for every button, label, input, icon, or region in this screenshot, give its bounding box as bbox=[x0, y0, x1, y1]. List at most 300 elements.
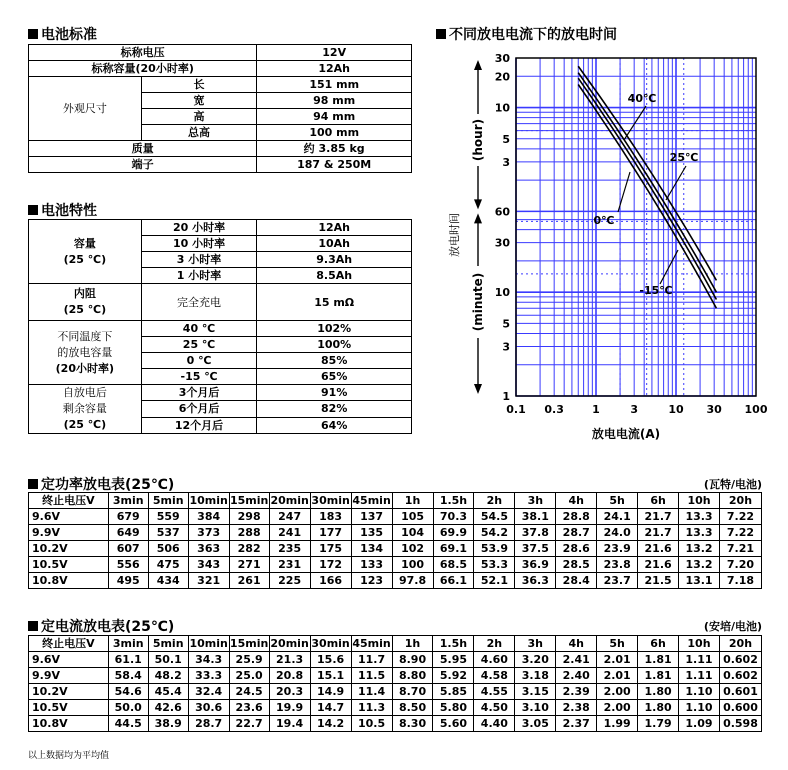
value-cell: 384 bbox=[188, 509, 229, 525]
x-tick-label: 10 bbox=[668, 403, 684, 416]
header-cell: 3h bbox=[515, 636, 556, 652]
y-tick-label: 5 bbox=[502, 317, 510, 331]
value-cell: 559 bbox=[148, 509, 188, 525]
battery-standard-table bbox=[28, 44, 412, 173]
self-discharge-period: 6个月后 bbox=[141, 401, 257, 417]
table-row bbox=[29, 509, 762, 525]
y-tick-label: 20 bbox=[494, 70, 510, 84]
value-cell: 37.5 bbox=[515, 541, 556, 557]
height-label: 高 bbox=[141, 109, 257, 125]
value-cell: 177 bbox=[310, 525, 351, 541]
self-discharge-period: 12个月后 bbox=[141, 417, 257, 433]
value-cell: 183 bbox=[310, 509, 351, 525]
battery-characteristics-title bbox=[28, 200, 97, 220]
value-cell: 175 bbox=[310, 541, 351, 557]
value-cell: 2.41 bbox=[556, 652, 597, 668]
value-cell: 23.8 bbox=[597, 557, 638, 573]
table-row bbox=[29, 668, 762, 684]
value-cell: 13.1 bbox=[679, 573, 720, 589]
table-row bbox=[29, 700, 762, 716]
header-cell: 20min bbox=[270, 494, 309, 507]
current-discharge-table bbox=[28, 635, 762, 732]
current-table-title-text: 定电流放电表(25℃) bbox=[41, 619, 175, 635]
capacity-rate-value: 8.5Ah bbox=[257, 268, 412, 284]
value-cell: 38.9 bbox=[148, 716, 188, 732]
value-cell: 24.1 bbox=[597, 509, 638, 525]
self-discharge-label-1: 自放电后 bbox=[62, 386, 107, 399]
header-cell: 1.5h bbox=[433, 636, 474, 652]
value-cell: 28.4 bbox=[556, 573, 597, 589]
value-cell: 321 bbox=[188, 573, 229, 589]
header-cell: 30min bbox=[311, 637, 350, 650]
voltage-cell: 10.5V bbox=[29, 557, 109, 573]
value-cell: 2.01 bbox=[597, 668, 638, 684]
value-cell: 261 bbox=[229, 573, 269, 589]
value-cell: 8.70 bbox=[392, 684, 433, 700]
capacity-rate-value: 9.3Ah bbox=[257, 252, 412, 268]
value-cell: 19.9 bbox=[269, 700, 310, 716]
value-cell: 23.7 bbox=[597, 573, 638, 589]
value-cell: 28.7 bbox=[556, 525, 597, 541]
series-pointer-line bbox=[624, 106, 646, 140]
temp-capacity: 102% bbox=[257, 321, 412, 337]
resistance-label-2: (25 ℃) bbox=[63, 303, 107, 316]
value-cell: 105 bbox=[392, 509, 433, 525]
arrow-down-icon bbox=[474, 199, 482, 209]
y-tick-label: 3 bbox=[502, 340, 510, 354]
value-cell: 133 bbox=[351, 557, 392, 573]
value-cell: 13.3 bbox=[679, 509, 720, 525]
value-cell: 58.4 bbox=[108, 668, 148, 684]
value-cell: 11.3 bbox=[351, 700, 392, 716]
y-tick-label: 1 bbox=[502, 390, 510, 403]
value-cell: 231 bbox=[269, 557, 310, 573]
temp-value-label: -15 ℃ bbox=[141, 369, 257, 385]
value-cell: 271 bbox=[229, 557, 269, 573]
value-cell: 25.9 bbox=[229, 652, 269, 668]
value-cell: 21.6 bbox=[638, 557, 679, 573]
value-cell: 8.90 bbox=[392, 652, 433, 668]
chart-labels bbox=[447, 52, 768, 441]
value-cell: 3.05 bbox=[515, 716, 556, 732]
value-cell: 30.6 bbox=[188, 700, 229, 716]
value-cell: 3.18 bbox=[515, 668, 556, 684]
value-cell: 434 bbox=[148, 573, 188, 589]
header-cell: 45min bbox=[352, 494, 391, 507]
value-cell: 2.38 bbox=[556, 700, 597, 716]
header-cell: 5h bbox=[597, 636, 638, 652]
voltage-cell: 9.9V bbox=[29, 668, 109, 684]
header-cell: 20min bbox=[270, 637, 309, 650]
voltage-label: 标称电压 bbox=[29, 45, 257, 61]
header-cell: 10h bbox=[679, 636, 720, 652]
value-cell: 373 bbox=[188, 525, 229, 541]
value-cell: 13.2 bbox=[679, 541, 720, 557]
value-cell: 97.8 bbox=[392, 573, 433, 589]
value-cell: 1.99 bbox=[597, 716, 638, 732]
temp-group-label-1: 不同温度下 bbox=[57, 329, 113, 343]
value-cell: 50.0 bbox=[108, 700, 148, 716]
value-cell: 45.4 bbox=[148, 684, 188, 700]
capacity-group-label bbox=[29, 220, 142, 284]
value-cell: 28.6 bbox=[556, 541, 597, 557]
value-cell: 54.2 bbox=[474, 525, 515, 541]
total-height-value: 100 mm bbox=[257, 125, 412, 141]
series-label: 25℃ bbox=[669, 151, 699, 164]
value-cell: 24.0 bbox=[597, 525, 638, 541]
self-discharge-value: 91% bbox=[257, 385, 412, 401]
value-cell: 32.4 bbox=[188, 684, 229, 700]
header-cell: 6h bbox=[638, 636, 679, 652]
y-tick-label: 30 bbox=[494, 52, 510, 65]
value-cell: 607 bbox=[108, 541, 148, 557]
value-cell: 100 bbox=[392, 557, 433, 573]
value-cell: 0.601 bbox=[719, 684, 761, 700]
temp-value-label: 25 ℃ bbox=[141, 337, 257, 353]
value-cell: 13.2 bbox=[679, 557, 720, 573]
value-cell: 70.3 bbox=[433, 509, 474, 525]
voltage-cell: 9.6V bbox=[29, 509, 109, 525]
temp-value-label: 0 ℃ bbox=[141, 353, 257, 369]
value-cell: 61.1 bbox=[108, 652, 148, 668]
value-cell: 3.15 bbox=[515, 684, 556, 700]
self-discharge-value: 82% bbox=[257, 401, 412, 417]
square-bullet-icon bbox=[436, 29, 446, 39]
value-cell: 241 bbox=[269, 525, 310, 541]
discharge-time-chart bbox=[434, 40, 774, 450]
temp-capacity: 85% bbox=[257, 353, 412, 369]
chart-reference-lines bbox=[516, 58, 756, 396]
value-cell: 25.0 bbox=[229, 668, 269, 684]
value-cell: 14.7 bbox=[310, 700, 351, 716]
value-cell: 15.6 bbox=[310, 652, 351, 668]
value-cell: 4.40 bbox=[474, 716, 515, 732]
value-cell: 50.1 bbox=[148, 652, 188, 668]
value-cell: 166 bbox=[310, 573, 351, 589]
resistance-label bbox=[29, 284, 142, 321]
value-cell: 1.10 bbox=[679, 684, 720, 700]
self-discharge-label-3: (25 ℃) bbox=[63, 418, 107, 431]
value-cell: 20.3 bbox=[269, 684, 310, 700]
value-cell: 2.37 bbox=[556, 716, 597, 732]
x-tick-label: 100 bbox=[744, 403, 768, 416]
value-cell: 7.22 bbox=[719, 525, 761, 541]
header-cell: 45min bbox=[352, 637, 391, 650]
value-cell: 506 bbox=[148, 541, 188, 557]
y-axis-minute-label: (minute) bbox=[471, 272, 485, 332]
value-cell: 104 bbox=[392, 525, 433, 541]
value-cell: 0.598 bbox=[719, 716, 761, 732]
value-cell: 298 bbox=[229, 509, 269, 525]
weight-label: 质量 bbox=[29, 141, 257, 157]
capacity-rate: 10 小时率 bbox=[141, 236, 257, 252]
value-cell: 54.5 bbox=[474, 509, 515, 525]
value-cell: 19.4 bbox=[269, 716, 310, 732]
value-cell: 38.1 bbox=[515, 509, 556, 525]
battery-standard-title bbox=[28, 24, 97, 44]
value-cell: 66.1 bbox=[433, 573, 474, 589]
temp-group-label-3: (20小时率) bbox=[55, 361, 115, 375]
value-cell: 68.5 bbox=[433, 557, 474, 573]
value-cell: 22.7 bbox=[229, 716, 269, 732]
voltage-cell: 9.9V bbox=[29, 525, 109, 541]
y-axis-label: 放电时间 bbox=[448, 213, 461, 257]
y-tick-label: 3 bbox=[502, 155, 510, 169]
header-cell: 15min bbox=[229, 637, 269, 650]
capacity-value: 12Ah bbox=[257, 61, 412, 77]
voltage-cell: 10.5V bbox=[29, 700, 109, 716]
value-cell: 135 bbox=[351, 525, 392, 541]
height-value: 94 mm bbox=[257, 109, 412, 125]
square-bullet-icon bbox=[28, 29, 38, 39]
value-cell: 1.11 bbox=[679, 668, 720, 684]
capacity-rate: 3 小时率 bbox=[141, 252, 257, 268]
value-cell: 8.80 bbox=[392, 668, 433, 684]
value-cell: 2.00 bbox=[597, 700, 638, 716]
value-cell: 53.3 bbox=[474, 557, 515, 573]
series-label: -15℃ bbox=[639, 284, 673, 297]
voltage-cell: 10.2V bbox=[29, 541, 109, 557]
self-discharge-period: 3个月后 bbox=[141, 385, 257, 401]
table-row bbox=[29, 716, 762, 732]
value-cell: 20.8 bbox=[269, 668, 310, 684]
value-cell: 134 bbox=[351, 541, 392, 557]
value-cell: 1.10 bbox=[679, 700, 720, 716]
header-cell: 3h bbox=[515, 493, 556, 509]
header-cell: 3min bbox=[108, 636, 148, 652]
header-cell: 10h bbox=[679, 493, 720, 509]
header-cell: 20h bbox=[719, 493, 761, 509]
table-row bbox=[29, 541, 762, 557]
table-row bbox=[29, 652, 762, 668]
value-cell: 24.5 bbox=[229, 684, 269, 700]
value-cell: 4.58 bbox=[474, 668, 515, 684]
value-cell: 5.95 bbox=[433, 652, 474, 668]
value-cell: 1.81 bbox=[638, 668, 679, 684]
value-cell: 69.1 bbox=[433, 541, 474, 557]
power-table-title-text: 定功率放电表(25℃) bbox=[41, 477, 175, 493]
resistance-condition: 完全充电 bbox=[141, 284, 257, 321]
value-cell: 33.3 bbox=[188, 668, 229, 684]
value-cell: 23.6 bbox=[229, 700, 269, 716]
value-cell: 123 bbox=[351, 573, 392, 589]
value-cell: 36.9 bbox=[515, 557, 556, 573]
temp-group-label-2: 的放电容量 bbox=[57, 345, 113, 359]
capacity-rate-value: 12Ah bbox=[257, 220, 412, 236]
length-value: 151 mm bbox=[257, 77, 412, 93]
square-bullet-icon bbox=[28, 479, 38, 489]
x-tick-label: 0.1 bbox=[506, 403, 526, 416]
value-cell: 282 bbox=[229, 541, 269, 557]
value-cell: 3.20 bbox=[515, 652, 556, 668]
y-axis-hour-label: (hour) bbox=[471, 118, 485, 162]
value-cell: 288 bbox=[229, 525, 269, 541]
y-tick-label: 10 bbox=[494, 286, 510, 300]
current-table-title bbox=[28, 616, 174, 636]
series-label: 40℃ bbox=[627, 92, 657, 105]
value-cell: 52.1 bbox=[474, 573, 515, 589]
value-cell: 1.09 bbox=[679, 716, 720, 732]
power-discharge-table bbox=[28, 492, 762, 589]
table-header-row bbox=[29, 636, 762, 652]
header-cell: 4h bbox=[556, 636, 597, 652]
power-table-title bbox=[28, 474, 174, 494]
header-cell: 5min bbox=[148, 636, 188, 652]
value-cell: 15.1 bbox=[310, 668, 351, 684]
x-axis-label: 放电电流(A) bbox=[591, 427, 661, 441]
chart-grid bbox=[516, 58, 756, 396]
value-cell: 0.602 bbox=[719, 652, 761, 668]
value-cell: 10.5 bbox=[351, 716, 392, 732]
header-cell: 终止电压V bbox=[29, 636, 109, 652]
x-tick-label: 0.3 bbox=[544, 403, 564, 416]
table-row bbox=[29, 525, 762, 541]
resistance-value: 15 mΩ bbox=[257, 284, 412, 321]
value-cell: 4.50 bbox=[474, 700, 515, 716]
value-cell: 13.3 bbox=[679, 525, 720, 541]
value-cell: 0.600 bbox=[719, 700, 761, 716]
x-tick-label: 3 bbox=[630, 403, 638, 416]
value-cell: 649 bbox=[108, 525, 148, 541]
series-label: 0℃ bbox=[593, 214, 615, 227]
header-cell: 4h bbox=[556, 493, 597, 509]
value-cell: 7.22 bbox=[719, 509, 761, 525]
chart-title-text: 不同放电电流下的放电时间 bbox=[449, 27, 617, 43]
value-cell: 7.20 bbox=[719, 557, 761, 573]
value-cell: 28.7 bbox=[188, 716, 229, 732]
battery-standard-title-text: 电池标准 bbox=[41, 27, 97, 43]
value-cell: 1.80 bbox=[638, 684, 679, 700]
voltage-value: 12V bbox=[257, 45, 412, 61]
self-discharge-label bbox=[29, 385, 142, 434]
value-cell: 5.80 bbox=[433, 700, 474, 716]
temp-capacity: 100% bbox=[257, 337, 412, 353]
header-cell: 10min bbox=[189, 494, 228, 507]
value-cell: 69.9 bbox=[433, 525, 474, 541]
value-cell: 28.8 bbox=[556, 509, 597, 525]
y-tick-label: 60 bbox=[494, 205, 510, 219]
value-cell: 495 bbox=[108, 573, 148, 589]
value-cell: 7.21 bbox=[719, 541, 761, 557]
header-cell: 6h bbox=[638, 493, 679, 509]
value-cell: 2.00 bbox=[597, 684, 638, 700]
square-bullet-icon bbox=[28, 205, 38, 215]
header-cell: 15min bbox=[229, 494, 269, 507]
value-cell: 37.8 bbox=[515, 525, 556, 541]
value-cell: 44.5 bbox=[108, 716, 148, 732]
value-cell: 42.6 bbox=[148, 700, 188, 716]
power-table-unit: (瓦特/电池) bbox=[703, 478, 762, 491]
value-cell: 21.7 bbox=[638, 509, 679, 525]
value-cell: 537 bbox=[148, 525, 188, 541]
capacity-label: 标称容量(20小时率) bbox=[29, 61, 257, 77]
value-cell: 54.6 bbox=[108, 684, 148, 700]
value-cell: 2.39 bbox=[556, 684, 597, 700]
value-cell: 1.11 bbox=[679, 652, 720, 668]
header-cell: 终止电压V bbox=[29, 493, 109, 509]
value-cell: 14.9 bbox=[310, 684, 351, 700]
header-cell: 5min bbox=[148, 493, 188, 509]
header-cell: 2h bbox=[474, 636, 515, 652]
arrow-up-icon bbox=[474, 60, 482, 70]
value-cell: 4.55 bbox=[474, 684, 515, 700]
header-cell: 2h bbox=[474, 493, 515, 509]
header-cell: 10min bbox=[189, 637, 228, 650]
square-bullet-icon bbox=[28, 621, 38, 631]
value-cell: 363 bbox=[188, 541, 229, 557]
value-cell: 102 bbox=[392, 541, 433, 557]
value-cell: 21.7 bbox=[638, 525, 679, 541]
terminal-value: 187 & 250M bbox=[257, 157, 412, 173]
value-cell: 172 bbox=[310, 557, 351, 573]
value-cell: 679 bbox=[108, 509, 148, 525]
value-cell: 34.3 bbox=[188, 652, 229, 668]
value-cell: 0.602 bbox=[719, 668, 761, 684]
header-cell: 1h bbox=[392, 493, 433, 509]
value-cell: 225 bbox=[269, 573, 310, 589]
table-row bbox=[29, 573, 762, 589]
value-cell: 137 bbox=[351, 509, 392, 525]
header-cell: 1.5h bbox=[433, 493, 474, 509]
y-tick-label: 30 bbox=[494, 236, 510, 250]
value-cell: 23.9 bbox=[597, 541, 638, 557]
capacity-rate-value: 10Ah bbox=[257, 236, 412, 252]
capacity-group-label-2: (25 ℃) bbox=[63, 252, 107, 266]
y-tick-label: 5 bbox=[502, 132, 510, 146]
capacity-group-label-1: 容量 bbox=[73, 236, 96, 250]
value-cell: 3.10 bbox=[515, 700, 556, 716]
voltage-cell: 10.8V bbox=[29, 716, 109, 732]
value-cell: 48.2 bbox=[148, 668, 188, 684]
value-cell: 1.80 bbox=[638, 700, 679, 716]
value-cell: 21.6 bbox=[638, 541, 679, 557]
y-tick-label: 10 bbox=[494, 101, 510, 115]
value-cell: 475 bbox=[148, 557, 188, 573]
header-cell: 5h bbox=[597, 493, 638, 509]
value-cell: 36.3 bbox=[515, 573, 556, 589]
length-label: 长 bbox=[141, 77, 257, 93]
header-cell: 20h bbox=[719, 636, 761, 652]
value-cell: 2.40 bbox=[556, 668, 597, 684]
value-cell: 4.60 bbox=[474, 652, 515, 668]
arrow-down-icon bbox=[474, 384, 482, 394]
capacity-rate: 20 小时率 bbox=[141, 220, 257, 236]
value-cell: 5.85 bbox=[433, 684, 474, 700]
chart-frame bbox=[516, 58, 756, 396]
x-tick-label: 30 bbox=[706, 403, 722, 416]
value-cell: 556 bbox=[108, 557, 148, 573]
temp-group-label bbox=[29, 321, 142, 385]
header-cell: 30min bbox=[311, 494, 350, 507]
terminal-label: 端子 bbox=[29, 157, 257, 173]
value-cell: 1.81 bbox=[638, 652, 679, 668]
capacity-rate: 1 小时率 bbox=[141, 268, 257, 284]
width-value: 98 mm bbox=[257, 93, 412, 109]
voltage-cell: 10.8V bbox=[29, 573, 109, 589]
value-cell: 5.92 bbox=[433, 668, 474, 684]
value-cell: 11.4 bbox=[351, 684, 392, 700]
value-cell: 53.9 bbox=[474, 541, 515, 557]
resistance-label-1: 内阻 bbox=[73, 287, 96, 300]
self-discharge-label-2: 剩余容量 bbox=[62, 402, 107, 415]
battery-characteristics-title-text: 电池特性 bbox=[41, 203, 97, 219]
weight-value: 约 3.85 kg bbox=[257, 141, 412, 157]
voltage-cell: 10.2V bbox=[29, 684, 109, 700]
dimensions-label: 外观尺寸 bbox=[29, 77, 142, 141]
header-cell: 3min bbox=[108, 493, 148, 509]
value-cell: 1.79 bbox=[638, 716, 679, 732]
header-cell: 1h bbox=[392, 636, 433, 652]
